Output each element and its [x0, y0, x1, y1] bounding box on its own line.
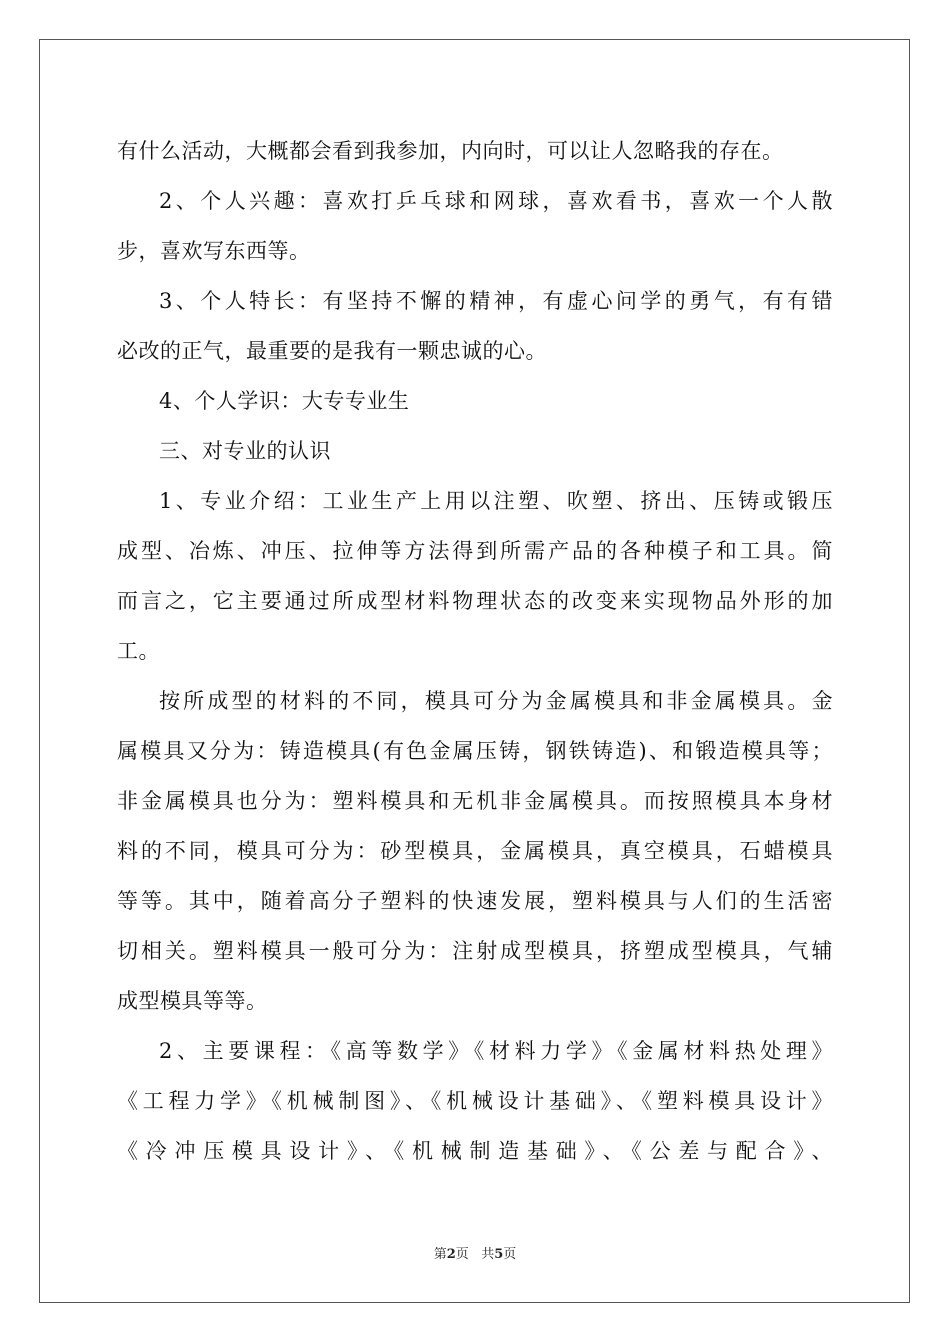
text-line-21: 《冷冲压模具设计》、《机械制造基础》、《公差与配合》、 [117, 1139, 833, 1163]
footer-total-prefix: 共 [481, 1247, 495, 1262]
footer-total-pages: 5 [494, 1247, 504, 1262]
text-line-6: 4、个人学识：大专专业生 [159, 389, 410, 413]
text-line-10: 而言之，它主要通过所成型材料物理状态的改变来实现物品外形的加 [117, 589, 833, 613]
text-line-3: 步，喜欢写东西等。 [117, 239, 311, 263]
text-line-19: 2、主要课程：《高等数学》《材料力学》《金属材料热处理》 [159, 1039, 833, 1063]
text-line-2: 2、个人兴趣：喜欢打乒乓球和网球，喜欢看书，喜欢一个人散 [159, 189, 833, 213]
page-footer [0, 1243, 950, 1262]
footer-page-suffix: 页 [455, 1247, 469, 1262]
text-line-12: 按所成型的材料的不同，模具可分为金属模具和非金属模具。金 [159, 689, 833, 713]
footer-page-number: 2 [446, 1247, 456, 1262]
text-line-13: 属模具又分为：铸造模具(有色金属压铸，钢铁铸造)、和锻造模具等； [117, 739, 833, 763]
document-body [117, 126, 833, 1176]
text-line-18: 成型模具等等。 [117, 989, 268, 1013]
footer-total-suffix: 页 [503, 1247, 517, 1262]
text-line-1: 有什么活动，大概都会看到我参加，内向时，可以让人忽略我的存在。 [117, 139, 784, 163]
text-line-8: 1、专业介绍：工业生产上用以注塑、吹塑、挤出、压铸或锻压 [159, 489, 833, 513]
footer-prefix: 第 [433, 1247, 447, 1262]
text-line-11: 工。 [117, 639, 160, 663]
text-line-5: 必改的正气，最重要的是我有一颗忠诚的心。 [117, 339, 547, 363]
text-line-9: 成型、冶炼、冲压、拉伸等方法得到所需产品的各种模子和工具。简 [117, 539, 833, 563]
section-heading: 三、对专业的认识 [159, 439, 331, 463]
text-line-17: 切相关。塑料模具一般可分为：注射成型模具，挤塑成型模具，气辅 [117, 939, 833, 963]
text-line-20: 《工程力学》《机械制图》、《机械设计基础》、《塑料模具设计》 [117, 1089, 833, 1113]
text-line-16: 等等。其中，随着高分子塑料的快速发展，塑料模具与人们的生活密 [117, 889, 833, 913]
text-line-15: 料的不同，模具可分为：砂型模具，金属模具，真空模具，石蜡模具 [117, 839, 833, 863]
text-line-14: 非金属模具也分为：塑料模具和无机非金属模具。而按照模具本身材 [117, 789, 833, 813]
text-line-4: 3、个人特长：有坚持不懈的精神，有虚心问学的勇气，有有错 [159, 289, 833, 313]
body-text [117, 126, 833, 1176]
